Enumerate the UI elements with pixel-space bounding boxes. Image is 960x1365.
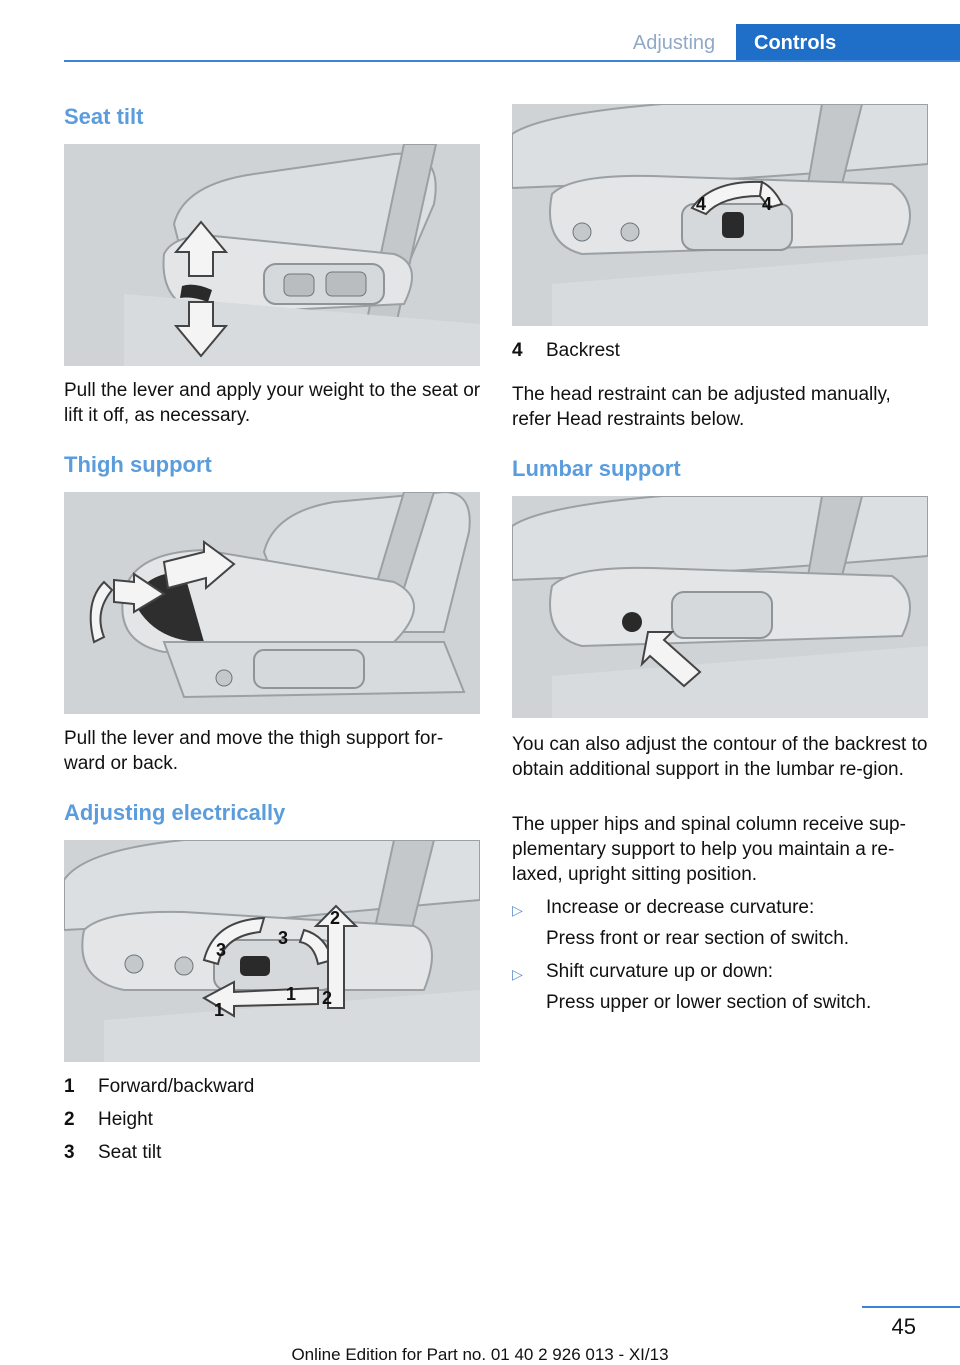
electric-legend-list: [64, 1070, 254, 1169]
electric-label-1-left: 1: [214, 1000, 225, 1020]
list-item: [64, 1103, 254, 1136]
list-item: [512, 334, 620, 367]
legend-number: 4: [512, 340, 523, 361]
thigh-support-illustration: [64, 492, 480, 714]
bullet-detail: Press upper or lower section of switch.: [546, 992, 872, 1013]
legend-number: 3: [64, 1142, 75, 1163]
backrest-illustration: [512, 104, 928, 326]
heading-lumbar-support: Lumbar support: [512, 456, 681, 481]
triangle-bullet-icon: ▷: [512, 902, 523, 918]
heading-adjusting-electrically: Adjusting electrically: [64, 800, 286, 825]
header-rule: [64, 60, 960, 62]
list-item: [64, 1070, 254, 1103]
triangle-bullet-icon: ▷: [512, 966, 523, 982]
thigh-support-text: Pull the lever and move the thigh support for‐ward or back.: [64, 728, 444, 774]
seat-tilt-text: Pull the lever and apply your weight to the seat or lift it off, as necessary.: [64, 380, 481, 426]
electric-adjustment-illustration: [64, 840, 480, 1062]
electric-label-2-bottom: 2: [322, 988, 333, 1008]
edition-text: Online Edition for Part no. 01 40 2 926 013 - XI/13: [291, 1345, 669, 1364]
seat-tilt-illustration: [64, 144, 480, 366]
legend-label: Backrest: [546, 340, 620, 361]
backrest-label-4-right: 4: [762, 194, 773, 214]
legend-number: 1: [64, 1076, 75, 1097]
electric-label-1-right: 1: [286, 984, 297, 1004]
lumbar-text-1: You can also adjust the contour of the backrest to obtain additional support in the lumbar re‐gion.: [512, 734, 928, 780]
electric-label-3-left: 3: [216, 940, 227, 960]
footer-rule: [862, 1306, 960, 1308]
electric-label-3-right: 3: [278, 928, 289, 948]
heading-thigh-support: Thigh support: [64, 452, 212, 477]
page-number: 45: [891, 1314, 916, 1339]
bullet-title: Increase or decrease curvature:: [546, 897, 815, 918]
bullet-title: Shift curvature up or down:: [546, 961, 774, 982]
heading-seat-tilt: Seat tilt: [64, 104, 144, 129]
header-chapter-tab: Controls: [736, 24, 960, 62]
lumbar-support-illustration: [512, 496, 928, 718]
electric-label-2-top: 2: [330, 908, 341, 928]
legend-number: 2: [64, 1109, 75, 1130]
legend-label: Forward/backward: [98, 1076, 255, 1097]
legend-label: Seat tilt: [98, 1142, 162, 1163]
head-restraint-text: The head restraint can be adjusted manually, refer Head restraints below.: [512, 384, 891, 430]
header-section-label: Adjusting: [632, 32, 716, 54]
bullet-detail: Press front or rear section of switch.: [546, 928, 850, 949]
backrest-label-4-left: 4: [696, 194, 707, 214]
list-item: [512, 895, 930, 951]
legend-label: Height: [98, 1109, 153, 1130]
list-item: [64, 1136, 254, 1169]
backrest-legend-list: [512, 334, 620, 367]
lumbar-bullet-list: [512, 895, 930, 1023]
list-item: [512, 959, 930, 1015]
lumbar-text-2: The upper hips and spinal column receive sup‐plementary support to help you maintain a re‐laxed, upright sitting position.: [512, 814, 906, 885]
